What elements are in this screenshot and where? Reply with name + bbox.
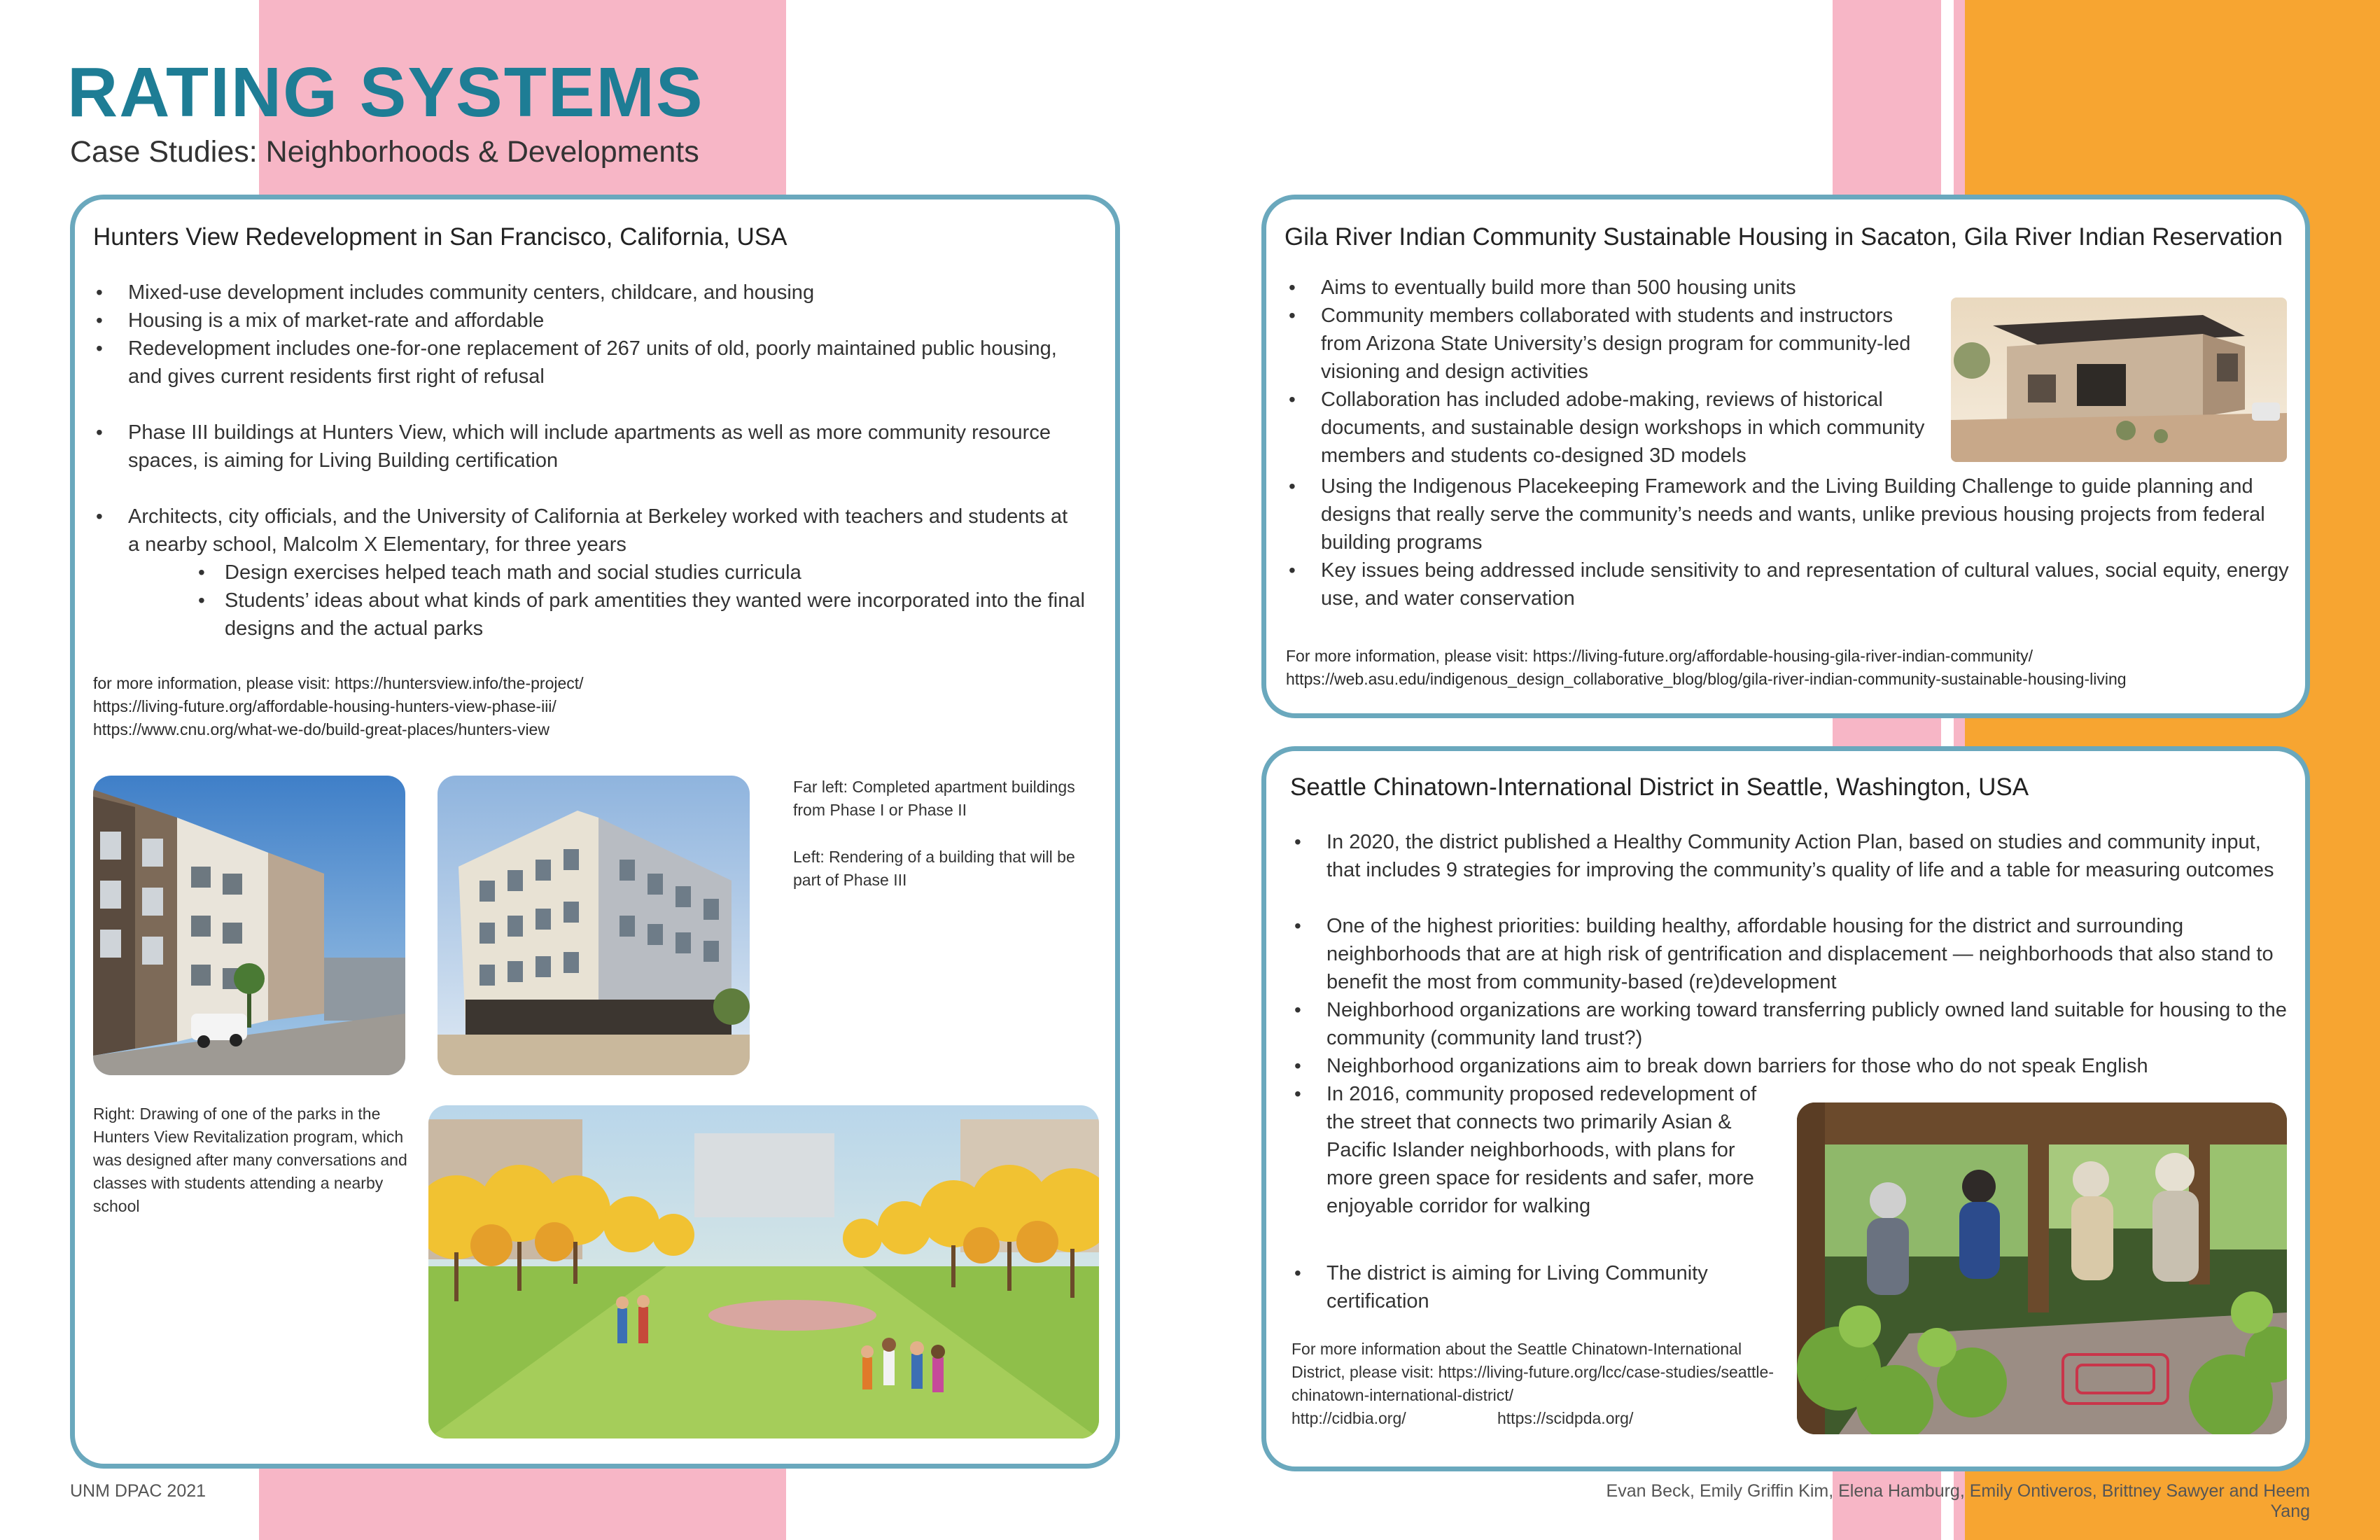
- list-item: • In 2016, community proposed redevelopment of the street that connects two primarily Asian & Pacific Islander neighborhoods, with plans for more green space for residents and safer, more enjoyable corridor for walking: [1292, 1080, 1768, 1220]
- hunters-links: [93, 672, 584, 741]
- list-item: • Mixed-use development includes community centers, childcare, and housing: [93, 279, 1087, 307]
- scidpda-link[interactable]: https://scidpda.org/: [1497, 1409, 1634, 1427]
- seattle-panel: [1261, 746, 2310, 1471]
- list-item: • Students’ ideas about what kinds of park amentities they wanted were incorporated into the final designs and the actual parks: [198, 587, 1108, 643]
- apartments-photo: [93, 776, 405, 1075]
- community-garden-photo: [1797, 1102, 2287, 1434]
- list-item: • Collaboration has included adobe-making, reviews of historical documents, and sustainable design workshops in which community members and students co-designed 3D models: [1286, 386, 1930, 470]
- hunters-bullets-b: [93, 419, 1066, 475]
- list-item: • Design exercises helped teach math and social studies curricula: [198, 559, 1108, 587]
- list-item: • Architects, city officials, and the University of California at Berkeley worked with teachers and students at a nearby school, Malcolm X Elementary, for three years: [93, 503, 1073, 559]
- building-rendering: [438, 776, 750, 1075]
- gila-bullets-narrow: [1286, 274, 1930, 470]
- gila-links: [1286, 645, 2127, 691]
- link-text[interactable]: https://living-future.org/affordable-housing-hunters-view-phase-iii/: [93, 697, 556, 715]
- hunters-bullets-a: [93, 279, 1087, 391]
- hunters-sub-bullets: [198, 559, 1108, 643]
- list-item: • Phase III buildings at Hunters View, which will include apartments as well as more community resource spaces, is aiming for Living Building certification: [93, 419, 1066, 475]
- page-subtitle: Case Studies: Neighborhoods & Developments: [70, 135, 699, 169]
- link-text[interactable]: for more information, please visit: https://huntersview.info/the-project/: [93, 674, 584, 692]
- gila-river-panel: [1261, 195, 2310, 718]
- list-item: • Community members collaborated with students and instructors from Arizona State University’s design program for community-led visioning and design activities: [1286, 302, 1930, 386]
- list-item: • Key issues being addressed include sensitivity to and representation of cultural values, social equity, energy use, and water conservation: [1286, 556, 2294, 612]
- seattle-links[interactable]: For more information about the Seattle Chinatown-International District, please visit: https://living-future.org/lcc/case-studies/seattle-chinatown-international-district/: [1292, 1340, 1774, 1404]
- gila-river-title: Gila River Indian Community Sustainable Housing in Sacaton, Gila River Indian Reservation: [1284, 223, 2283, 251]
- caption-apartments: Far left: Completed apartment buildings from Phase I or Phase II: [793, 778, 1075, 819]
- page-title: RATING SYSTEMS: [67, 53, 704, 132]
- seattle-title: Seattle Chinatown-International District in Seattle, Washington, USA: [1290, 774, 2029, 801]
- seattle-bullets-c: [1292, 1080, 1768, 1220]
- caption-rendering: Left: Rendering of a building that will be part of Phase III: [793, 848, 1075, 889]
- hunters-view-panel: [70, 195, 1120, 1469]
- list-item: • Neighborhood organizations are working toward transferring publicly owned land suitable for housing to the community (community land trust?): [1292, 996, 2292, 1052]
- hunters-view-title: Hunters View Redevelopment in San Francisco, California, USA: [93, 223, 788, 251]
- link-text[interactable]: For more information, please visit: https://living-future.org/affordable-housing-gila-river-indian-community/: [1286, 647, 2033, 665]
- seattle-bullets-a: [1292, 828, 2292, 884]
- footer-credits: Evan Beck, Emily Griffin Kim, Elena Hamburg, Emily Ontiveros, Brittney Sawyer and Heem Yang: [1606, 1481, 2310, 1521]
- gila-bullets-wide: [1286, 472, 2294, 612]
- list-item: • Aims to eventually build more than 500 housing units: [1286, 274, 1930, 302]
- adobe-house-photo: [1951, 298, 2287, 462]
- list-item: • The district is aiming for Living Community certification: [1292, 1259, 1768, 1315]
- list-item: • In 2020, the district published a Healthy Community Action Plan, based on studies and community input, that includes 9 strategies for improving the community’s quality of life and a table for measuring outcomes: [1292, 828, 2292, 884]
- seattle-bullets-d: [1292, 1259, 1768, 1315]
- list-item: • Redevelopment includes one-for-one replacement of 267 units of old, poorly maintained public housing, and gives current residents first right of refusal: [93, 335, 1087, 391]
- park-drawing: [428, 1105, 1099, 1438]
- link-text[interactable]: https://www.cnu.org/what-we-do/build-great-places/hunters-view: [93, 720, 550, 738]
- seattle-bullets-b: [1292, 912, 2292, 1080]
- caption-park: Right: Drawing of one of the parks in the Hunters View Revitalization program, which was designed after many conversations and classes with students attending a nearby school: [93, 1105, 407, 1215]
- list-item: • Using the Indigenous Placekeeping Framework and the Living Building Challenge to guide planning and designs that really serve the community’s needs and wants, unlike previous housing projects from federal building programs: [1286, 472, 2294, 556]
- cidbia-link[interactable]: http://cidbia.org/: [1292, 1409, 1406, 1427]
- list-item: • Housing is a mix of market-rate and affordable: [93, 307, 1087, 335]
- list-item: • One of the highest priorities: building healthy, affordable housing for the district and surrounding neighborhoods that are at high risk of gentrification and displacement — neighborhoods that also stand to benefit the most from community-based (re)development: [1292, 912, 2292, 996]
- hunters-bullets-c: [93, 503, 1073, 559]
- list-item: • Neighborhood organizations aim to break down barriers for those who do not speak English: [1292, 1052, 2292, 1080]
- footer-left: UNM DPAC 2021: [70, 1481, 206, 1501]
- link-text[interactable]: https://web.asu.edu/indigenous_design_collaborative_blog/blog/gila-river-indian-community-sustainable-housing-living: [1286, 670, 2127, 688]
